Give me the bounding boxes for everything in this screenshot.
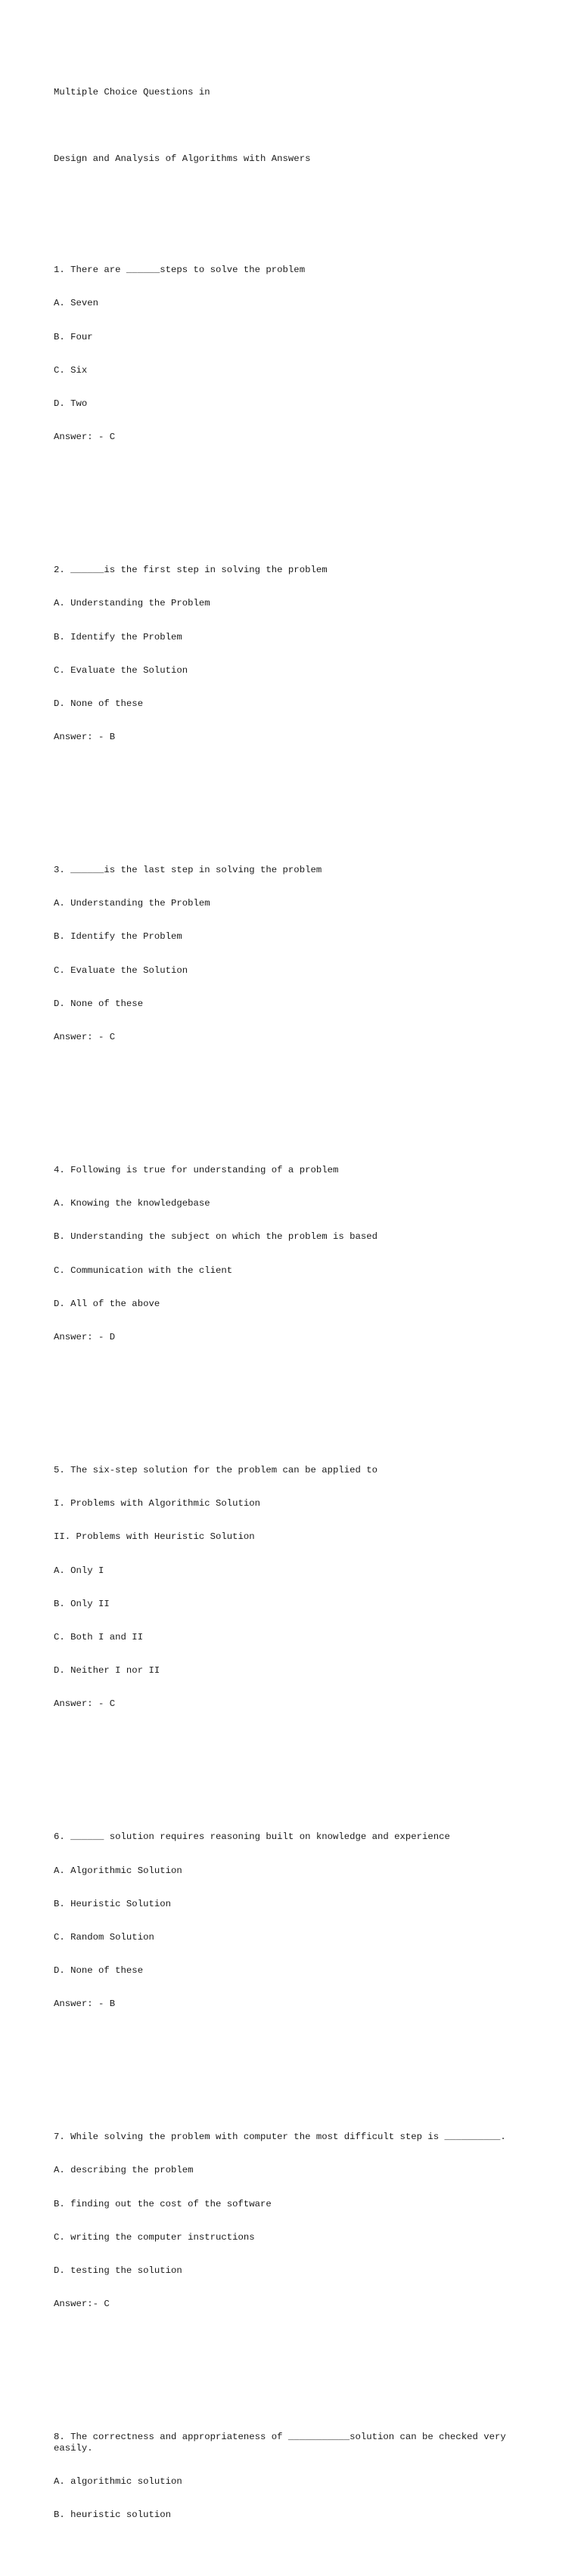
option-b: B. Identify the Problem — [54, 631, 182, 642]
question-block-5 — [54, 1443, 538, 1732]
option-d: D. None of these — [54, 698, 144, 709]
question-text: 8. The correctness and appropriateness of ___________solution can be checked very easily. — [54, 2432, 512, 2454]
answer-text: Answer: - D — [54, 1331, 116, 1342]
question-block-7 — [54, 2110, 538, 2332]
option-c: C. Random Solution — [54, 1931, 154, 1943]
document-body — [54, 54, 538, 2576]
option-d: D. None of these — [54, 1965, 144, 1976]
option-a: A. describing the problem — [54, 2165, 194, 2176]
document-title-line-2: Design and Analysis of Algorithms with Answers — [54, 153, 311, 165]
option-a: A. Only I — [54, 1565, 104, 1576]
question-block-2 — [54, 543, 538, 765]
option-c: C. Communication with the client — [54, 1265, 233, 1276]
option-b: B. Four — [54, 331, 93, 342]
answer-text: Answer: - B — [54, 1998, 116, 2009]
question-text: 2. ______is the first step in solving the problem — [54, 565, 328, 576]
option-c: C. Evaluate the Solution — [54, 664, 188, 676]
question-text: 1. There are ______steps to solve the problem — [54, 265, 306, 276]
question-text: 7. While solving the problem with computer the most difficult step is __________. — [54, 2132, 506, 2143]
answer-text: Answer: - B — [54, 731, 116, 742]
option-d: D. Two — [54, 398, 88, 409]
option-d: D. Neither I nor II — [54, 1664, 160, 1676]
option-d: D. None of these — [54, 998, 144, 1009]
spacer — [54, 1387, 538, 1398]
spacer — [54, 1754, 538, 1765]
question-text: 3. ______is the last step in solving the problem — [54, 865, 322, 876]
option-b: B. Identify the Problem — [54, 931, 182, 943]
option-c: C. Evaluate the Solution — [54, 964, 188, 976]
spacer — [54, 787, 538, 798]
question-block-3 — [54, 843, 538, 1065]
question-block-1 — [54, 243, 538, 465]
option-b: B. heuristic solution — [54, 2509, 171, 2521]
option-a: A. Knowing the knowledgebase — [54, 1198, 210, 1209]
option-a: A. Understanding the Problem — [54, 598, 210, 609]
spacer — [54, 1087, 538, 1098]
answer-text: Answer:- C — [54, 2298, 110, 2309]
question-block-6 — [54, 1810, 538, 2032]
document-title-line-1: Multiple Choice Questions in — [54, 87, 210, 98]
spacer — [54, 120, 538, 132]
statement-2: II. Problems with Heuristic Solution — [54, 1531, 255, 1543]
statement-1: I. Problems with Algorithmic Solution — [54, 1498, 261, 1509]
option-a: A. Understanding the Problem — [54, 898, 210, 909]
option-d: D. testing the solution — [54, 2265, 182, 2276]
option-a: A. algorithmic solution — [54, 2476, 182, 2488]
option-b: B. finding out the cost of the software — [54, 2198, 272, 2209]
option-d: D. All of the above — [54, 1298, 160, 1309]
option-a: A. Algorithmic Solution — [54, 1865, 182, 1876]
answer-text: Answer: - C — [54, 431, 116, 442]
option-b: B. Only II — [54, 1598, 110, 1609]
option-a: A. Seven — [54, 298, 99, 309]
answer-text: Answer: - C — [54, 1698, 116, 1709]
spacer — [54, 487, 538, 498]
option-b: B. Understanding the subject on which the problem is based — [54, 1231, 378, 1243]
option-c: C. Both I and II — [54, 1631, 144, 1643]
question-text: 4. Following is true for understanding of a problem — [54, 1165, 339, 1176]
spacer — [54, 2054, 538, 2065]
question-text: 5. The six-step solution for the problem can be applied to — [54, 1465, 378, 1476]
answer-text: Answer: - C — [54, 1031, 116, 1042]
spacer — [54, 187, 538, 198]
option-c: C. writing the computer instructions — [54, 2231, 255, 2243]
option-c: C. Six — [54, 364, 88, 376]
spacer — [54, 2354, 538, 2365]
question-block-8 — [54, 2410, 538, 2543]
question-block-4 — [54, 1143, 538, 1365]
option-b: B. Heuristic Solution — [54, 1898, 171, 1909]
question-text: 6. ______ solution requires reasoning built on knowledge and experience — [54, 1831, 450, 1843]
